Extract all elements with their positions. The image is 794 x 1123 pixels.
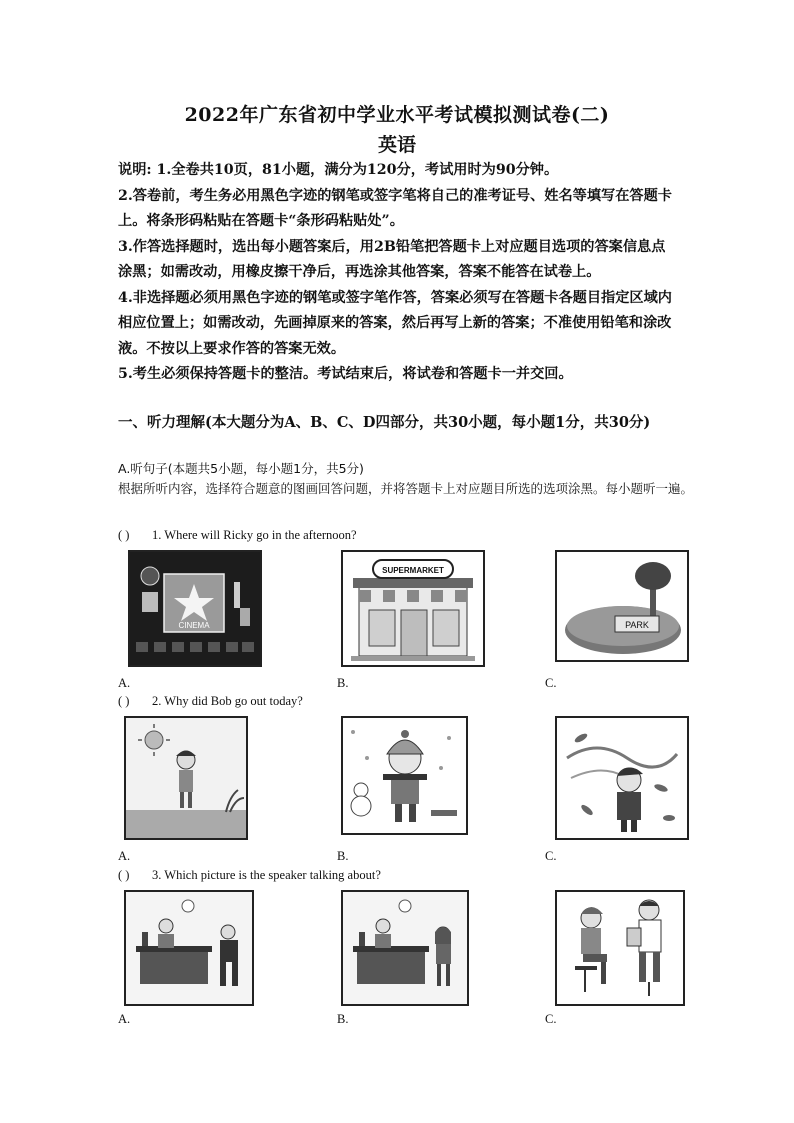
answer-blank[interactable]: ( ): [118, 528, 130, 542]
office-man-icon: [126, 892, 252, 1004]
answer-blank[interactable]: ( ): [118, 868, 130, 882]
page-title: 2022年广东省初中学业水平考试模拟测试卷(二): [184, 104, 610, 126]
cinema-picture[interactable]: [128, 550, 262, 667]
option-1b-label[interactable]: B.: [337, 676, 349, 690]
instruction-2: 2.答卷前，考生务必用黑色字迹的钢笔或签字笔将自己的准考证号、姓名等填写在答题卡上。将条形码粘贴在答题卡“条形码粘贴处”。: [118, 187, 672, 229]
part-a-instruction: 根据所听内容，选择符合题意的图画回答问题，并将答题卡上对应题目所选的选项涂黑。每小题听一遍。: [118, 481, 694, 496]
park-icon: [557, 552, 687, 660]
option-3c-label[interactable]: C.: [545, 1012, 557, 1026]
option-2c-label[interactable]: C.: [545, 849, 557, 863]
supermarket-picture[interactable]: [341, 550, 485, 667]
supermarket-icon: [343, 552, 483, 665]
question-text: 2. Why did Bob go out today?: [152, 694, 303, 708]
instruction-3: 3.作答选择题时，选出每小题答案后，用2B铅笔把答题卡上对应题目选项的答案信息点涂黑；如需改动，用橡皮擦干净后，再选涂其他答案，答案不能答在试卷上。: [118, 238, 666, 280]
instruction-4: 4.非选择题必须用黑色字迹的钢笔或签字笔作答，答案必须写在答题卡各题目指定区域内相应位置上；如需改动，先画掉原来的答案，然后再写上新的答案；不准使用铅笔和涂改液。不按以上要求作答的答案无效。: [118, 289, 672, 357]
office-woman-icon: [343, 892, 467, 1004]
instruction-5: 5.考生必须保持答题卡的整洁。考试结束后，将试卷和答题卡一并交回。: [118, 366, 573, 382]
doctor-patient-icon: [557, 892, 683, 1004]
question-3: [118, 868, 381, 883]
option-3b-label[interactable]: B.: [337, 1012, 349, 1026]
office-interview-woman-picture[interactable]: [341, 890, 469, 1006]
part-a-title: A.听句子(本题共5小题，每小题1分，共5分): [118, 461, 364, 476]
park-picture[interactable]: [555, 550, 689, 662]
question-2: [118, 694, 303, 709]
windy-day-picture[interactable]: [555, 716, 689, 840]
supermarket-caption: SUPERMARKET: [382, 566, 444, 575]
office-interview-man-picture[interactable]: [124, 890, 254, 1006]
section-title: 一、听力理解(本大题分为A、B、C、D四部分，共30小题，每小题1分，共30分): [118, 414, 651, 431]
answer-blank[interactable]: ( ): [118, 694, 130, 708]
instruction-1: 说明: 1.全卷共10页，81小题，满分为120分，考试用时为90分钟。: [118, 162, 559, 178]
subject-title: 英语: [377, 134, 416, 156]
question-text: 3. Which picture is the speaker talking about?: [152, 868, 381, 882]
cinema-caption: CINEMA: [178, 621, 210, 630]
sunny-day-picture[interactable]: [124, 716, 248, 840]
option-1c-label[interactable]: C.: [545, 676, 557, 690]
instructions: [118, 158, 678, 388]
windy-icon: [557, 718, 687, 838]
cinema-icon: [130, 552, 260, 665]
sunny-icon: [126, 718, 246, 838]
snowy-day-picture[interactable]: [341, 716, 468, 835]
option-2a-label[interactable]: A.: [118, 849, 131, 863]
snowy-icon: [343, 718, 466, 833]
part-a: [118, 459, 698, 499]
option-1a-label[interactable]: A.: [118, 676, 131, 690]
question-text: 1. Where will Ricky go in the afternoon?: [152, 528, 357, 542]
doctor-patient-picture[interactable]: [555, 890, 685, 1006]
option-3a-label[interactable]: A.: [118, 1012, 131, 1026]
question-1: [118, 528, 357, 543]
option-2b-label[interactable]: B.: [337, 849, 349, 863]
park-caption: PARK: [625, 620, 649, 630]
